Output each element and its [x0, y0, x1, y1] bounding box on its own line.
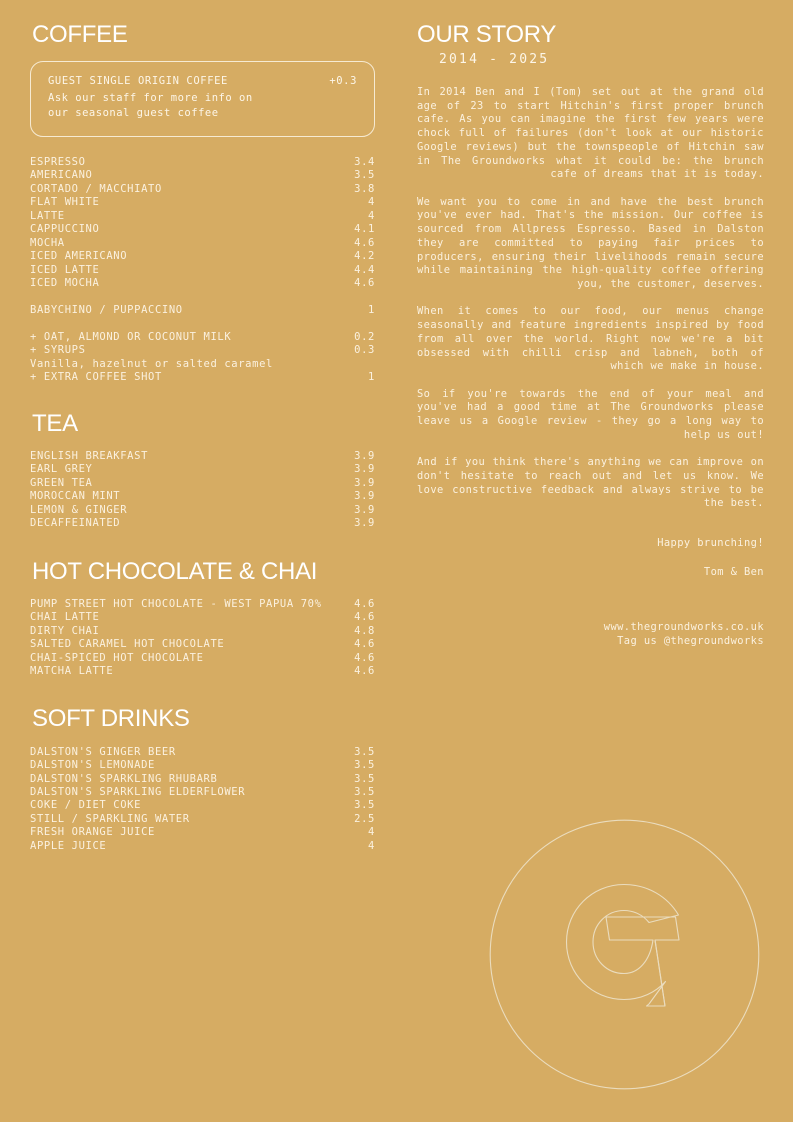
menu-row: [30, 598, 375, 611]
menu-item-price: 4.4: [354, 263, 375, 276]
menu-item-name: LEMON & GINGER: [30, 503, 128, 516]
menu-row: [30, 773, 375, 786]
coffee-item-list: [30, 156, 375, 291]
soft-drinks-item-list: [30, 746, 375, 854]
contact-block: [417, 620, 764, 648]
menu-row: [30, 746, 375, 759]
menu-row: [30, 517, 375, 530]
logo-g-icon: [489, 819, 760, 1090]
menu-item-name: ICED MOCHA: [30, 277, 100, 290]
right-column: [417, 22, 764, 648]
section-hot-chocolate-chai: [30, 559, 375, 679]
menu-item-name: + SYRUPS: [30, 344, 86, 357]
guest-coffee-box: [30, 61, 375, 137]
menu-item-name: APPLE JUICE: [30, 839, 107, 852]
menu-item-name: CHAI LATTE: [30, 611, 100, 624]
section-tea: [30, 411, 375, 531]
menu-row: [30, 826, 375, 839]
menu-row: [30, 652, 375, 665]
menu-row: [30, 504, 375, 517]
menu-item-name: Vanilla, hazelnut or salted caramel: [30, 357, 273, 370]
menu-item-price: 3.4: [354, 156, 375, 168]
menu-row: [30, 169, 375, 182]
section-coffee: [30, 22, 375, 385]
menu-row: [30, 237, 375, 250]
menu-item-name: BABYCHINO / PUPPACCINO: [30, 303, 183, 316]
guest-coffee-description: Ask our staff for more info on our seasonal guest coffee: [48, 92, 253, 120]
menu-item-price: 4.6: [354, 638, 375, 651]
our-story-heading: OUR STORY: [417, 21, 557, 48]
menu-item-price: 3.5: [354, 759, 375, 772]
menu-item-price: 4.6: [354, 277, 375, 290]
groundworks-logo-watermark: [489, 819, 760, 1090]
menu-item-price: 4.6: [354, 597, 375, 610]
tea-item-list: [30, 450, 375, 531]
story-paragraph: We want you to come in and have the best brunch you've ever had. That's the mission. Our coffee is sourced from Allpress Espresso. Based in Dalston they are committed to paying fair prices to producers, ensuring their livelihoods remain secure while maintaining the high-quality coffee offering you, the customer, deserves.: [417, 195, 764, 291]
left-column: [30, 22, 375, 853]
menu-item-price: 4.6: [354, 236, 375, 249]
menu-item-name: DECAFFEINATED: [30, 517, 121, 530]
menu-item-name: ENGLISH BREAKFAST: [30, 449, 149, 462]
hot-chocolate-chai-item-list: [30, 598, 375, 679]
menu-row: [30, 250, 375, 263]
menu-row: [30, 638, 375, 651]
menu-row: [30, 156, 375, 169]
story-paragraph: So if you're towards the end of your meal and you've had a good time at The Groundworks please leave us a Google review - they go a long way to help us out!: [417, 387, 764, 441]
menu-item-price: 3.9: [354, 476, 375, 489]
menu-item-name: ICED LATTE: [30, 263, 100, 276]
menu-item-name: MOROCCAN MINT: [30, 490, 121, 503]
menu-item-price: 3.9: [354, 463, 375, 476]
menu-item-price: 2.5: [354, 812, 375, 825]
menu-item-price: 4.1: [354, 223, 375, 236]
menu-row: [30, 196, 375, 209]
menu-row: [30, 611, 375, 624]
menu-row: [30, 210, 375, 223]
menu-item-name: DALSTON'S SPARKLING RHUBARB: [30, 772, 218, 785]
menu-item-price: 3.5: [354, 799, 375, 812]
signoff-names: Tom & Ben: [703, 565, 764, 578]
menu-item-price: 4: [368, 209, 375, 222]
menu-row: [30, 344, 375, 357]
menu-item-name: COKE / DIET COKE: [30, 799, 142, 812]
menu-item-name: CHAI-SPICED HOT CHOCOLATE: [30, 651, 204, 664]
menu-item-name: CORTADO / MACCHIATO: [30, 182, 162, 195]
menu-row: [30, 477, 375, 490]
menu-row: [30, 463, 375, 476]
menu-item-name: ESPRESSO: [30, 156, 86, 168]
guest-coffee-title: GUEST SINGLE ORIGIN COFFEE: [48, 75, 228, 88]
website-url[interactable]: www.thegroundworks.co.uk: [603, 620, 764, 633]
menu-item-name: DALSTON'S SPARKLING ELDERFLOWER: [30, 786, 246, 799]
menu-item-name: LATTE: [30, 209, 65, 222]
menu-item-name: FLAT WHITE: [30, 196, 100, 209]
story-paragraph: In 2014 Ben and I (Tom) set out at the grand old age of 23 to start Hitchin's first proper brunch cafe. As you can imagine the first few years were chock full of failures (don't look at our historic Google reviews) but the townspeople of Hitchin saw in The Groundworks what it could be: the brunch cafe of dreams that it is today.: [417, 85, 764, 181]
menu-item-name: EARL GREY: [30, 463, 93, 476]
story-paragraph: And if you think there's anything we can improve on don't hesitate to reach out and let us know. We love constructive feedback and always strive to be the best.: [417, 456, 764, 510]
section-soft-drinks: [30, 706, 375, 853]
menu-item-name: MATCHA LATTE: [30, 665, 114, 678]
menu-row: [30, 625, 375, 638]
menu-item-price: 4.6: [354, 651, 375, 664]
menu-item-price: 0.3: [354, 344, 375, 357]
menu-item-name: DIRTY CHAI: [30, 624, 100, 637]
tea-heading: TEA: [32, 409, 78, 437]
list-spacer: [30, 291, 375, 304]
menu-item-name: STILL / SPARKLING WATER: [30, 812, 190, 825]
menu-item-name: DALSTON'S LEMONADE: [30, 759, 155, 772]
coffee-heading: COFFEE: [32, 21, 128, 48]
menu-item-price: 4.8: [354, 624, 375, 637]
menu-row: [30, 490, 375, 503]
menu-item-price: 3.5: [354, 169, 375, 182]
menu-item-price: 3.5: [354, 786, 375, 799]
menu-item-name: + OAT, ALMOND OR COCONUT MILK: [30, 330, 232, 343]
our-story-paragraphs: [417, 86, 764, 511]
menu-item-price: 4: [368, 826, 375, 839]
menu-item-name: ICED AMERICANO: [30, 250, 128, 263]
menu-row: [30, 665, 375, 678]
guest-coffee-price: +0.3: [329, 75, 357, 88]
menu-row: [30, 759, 375, 772]
menu-item-price: 3.5: [354, 745, 375, 758]
menu-item-price: 4.6: [354, 665, 375, 678]
menu-row: [30, 264, 375, 277]
menu-item-price: 3.5: [354, 772, 375, 785]
menu-item-price: 4: [368, 839, 375, 852]
menu-item-price: 3.8: [354, 182, 375, 195]
guest-coffee-row: [48, 75, 357, 87]
menu-item-name: DALSTON'S GINGER BEER: [30, 745, 176, 758]
menu-item-price: 1: [368, 303, 375, 316]
menu-row: [30, 450, 375, 463]
menu-item-price: 0.2: [354, 330, 375, 343]
menu-item-name: + EXTRA COFFEE SHOT: [30, 371, 162, 384]
soft-drinks-heading: SOFT DRINKS: [32, 705, 190, 733]
menu-item-name: SALTED CARAMEL HOT CHOCOLATE: [30, 638, 225, 651]
menu-item-price: 3.9: [354, 490, 375, 503]
menu-item-price: 4.6: [354, 611, 375, 624]
list-spacer: [30, 317, 375, 330]
menu-item-price: 1: [368, 371, 375, 384]
our-story-years: 2014 - 2025: [439, 51, 550, 67]
menu-item-price: 3.9: [354, 449, 375, 462]
menu-item-price: 4.2: [354, 250, 375, 263]
coffee-kids-list: [30, 304, 375, 317]
menu-row: [30, 304, 375, 317]
menu-row: [30, 223, 375, 236]
hot-chocolate-chai-heading: HOT CHOCOLATE & CHAI: [32, 557, 318, 585]
menu-row: [30, 786, 375, 799]
menu-row: [30, 799, 375, 812]
menu-item-name: GREEN TEA: [30, 476, 93, 489]
menu-item-price: 4: [368, 196, 375, 209]
menu-item-price: 3.9: [354, 503, 375, 516]
menu-item-name: FRESH ORANGE JUICE: [30, 826, 155, 839]
story-paragraph: When it comes to our food, our menus change seasonally and feature ingredients inspired by food from all over the world. Right now we're a bit obsessed with chilli crisp and labneh, both of which we make in house.: [417, 305, 764, 373]
menu-row: [30, 183, 375, 196]
social-handle[interactable]: Tag us @thegroundworks: [617, 634, 764, 647]
menu-row: [30, 840, 375, 853]
coffee-extras-list: [30, 331, 375, 385]
menu-item-name: PUMP STREET HOT CHOCOLATE - WEST PAPUA 70%: [30, 597, 322, 610]
menu-row: [30, 371, 375, 384]
menu-row: [30, 331, 375, 344]
menu-item-name: CAPPUCCINO: [30, 223, 100, 236]
menu-row: [30, 813, 375, 826]
menu-row: [30, 277, 375, 290]
signoff-happy-brunching: Happy brunching!: [657, 537, 764, 550]
menu-item-name: AMERICANO: [30, 169, 93, 182]
menu-item-name: MOCHA: [30, 236, 65, 249]
menu-row: [30, 358, 375, 371]
menu-item-price: 3.9: [354, 517, 375, 530]
